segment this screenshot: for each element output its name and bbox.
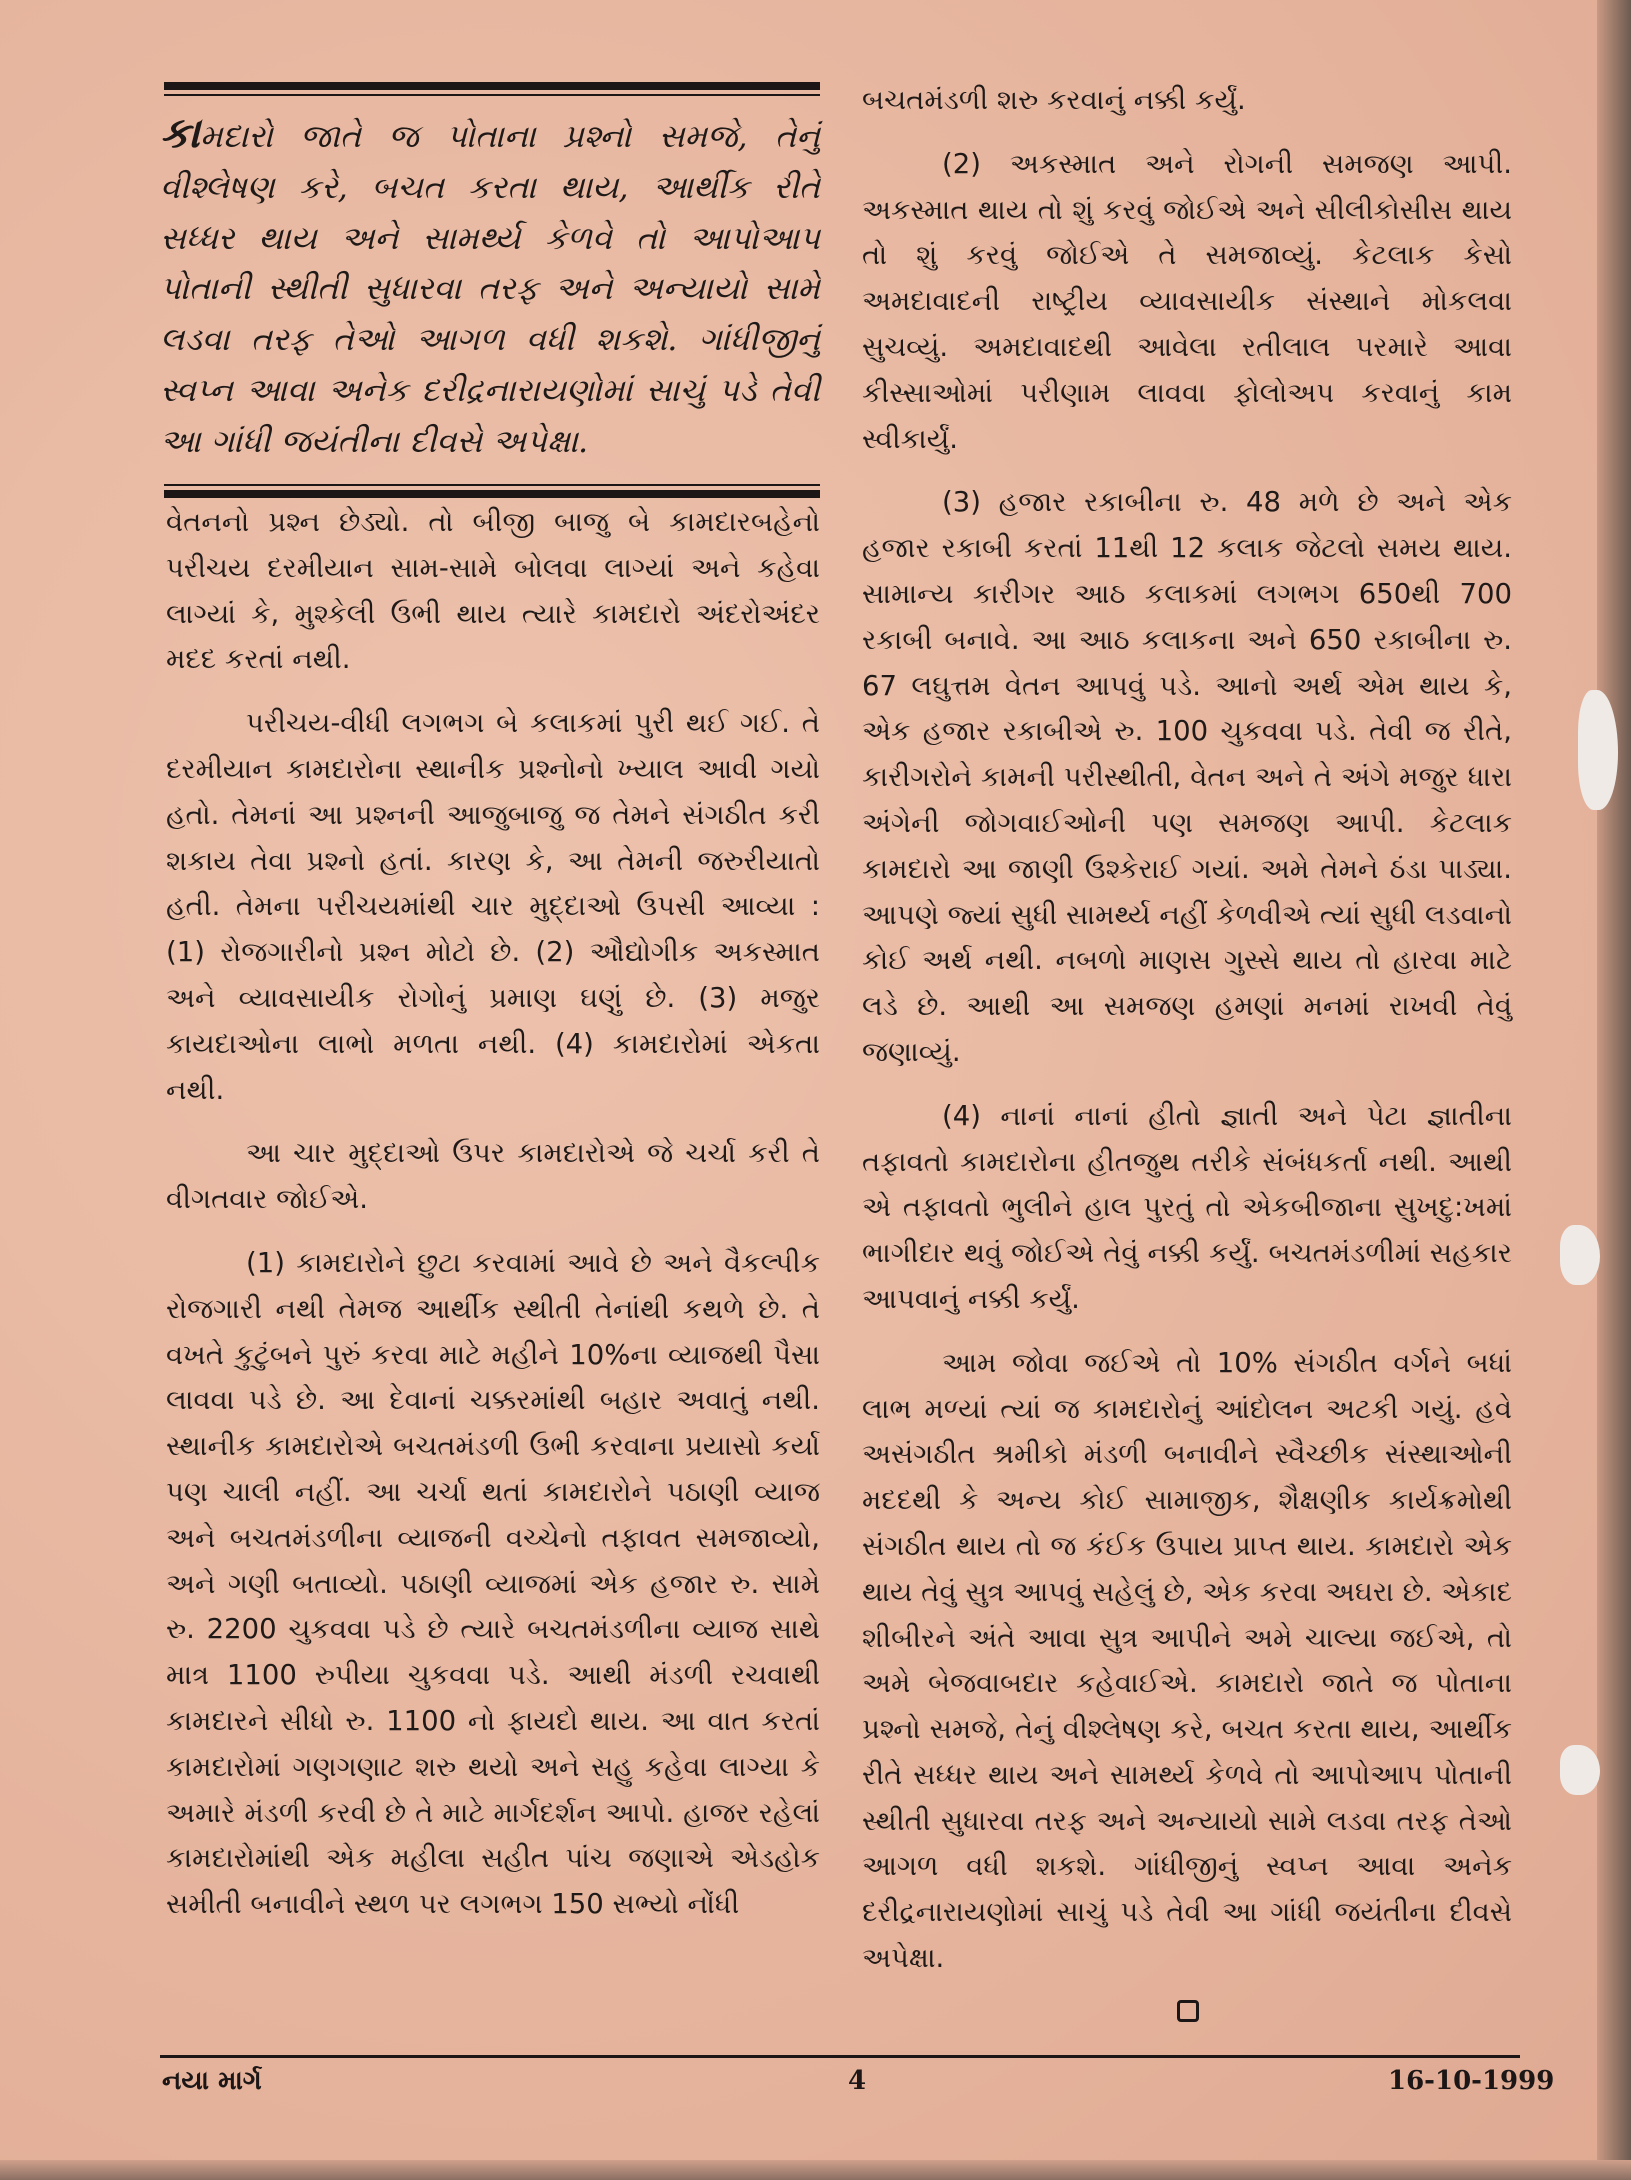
pull-quote: [160, 108, 820, 467]
page-number: 4: [848, 2066, 867, 2096]
right-paragraph-3: (3) હજાર રકાબીના રુ. 48 મળે છે અને એક હજાર રકાબી કરતાં 11થી 12 કલાક જેટલો સમય થાય. સામાન્ય કારીગર આઠ કલાકમાં લગભગ 650થી 700 રકાબી બનાવે. આ આઠ કલાકના અને 650 રકાબીના રુ. 67 લઘુત્તમ વેતન આપવું પડે. આનો અર્થ એમ થાય કે, એક હજાર રકાબીએ રુ. 100 ચુકવવા પડે. તેવી જ રીતે, કારીગરોને કામની પરીસ્થીતી, વેતન અને તે અંગે મજુર ધારા અંગેની જોગવાઈઓની પણ સમજણ આપી. કેટલાક કામદારો આ જાણી ઉશ્કેરાઈ ગયાં. અમે તેમને ઠંડા પાડ્યા. આપણે જ્યાં સુધી સામર્થ્ય નહીં કેળવીએ ત્યાં સુધી લડવાનો કોઈ અર્થ નથી. નબળો માણસ ગુસ્સે થાય તો હારવા માટે લડે છે. આથી આ સમજણ હમણાં મનમાં રાખવી તેવું જણાવ્યું.: [862, 486, 1512, 1068]
publication-name: નયા માર્ગ: [162, 2066, 262, 2096]
right-paragraph-2: (2) અકસ્માત અને રોગની સમજણ આપી. અકસ્માત થાય તો શું કરવું જોઈએ અને સીલીકોસીસ થાય તો શું કરવું જોઈએ તે સમજાવ્યું. કેટલાક કેસો અમદાવાદની રાષ્ટ્રીય વ્યાવસાયીક સંસ્થાને મોકલવા સુચવ્યું. અમદાવાદથી આવેલા રતીલાલ પરમારે આવા કીસ્સાઓમાં પરીણામ લાવવા ફોલોઅપ કરવાનું કામ સ્વીકાર્યું.: [862, 147, 1512, 455]
scan-bottom-shadow: [0, 2160, 1631, 2180]
callout-bottom-rule: [164, 490, 820, 498]
paper-tear: [1560, 1225, 1600, 1285]
pull-quote-text: મદારો જાતે જ પોતાના પ્રશ્નો સમજે, તેનું વીશ્લેષણ કરે, બચત કરતા થાય, આર્થીક રીતે સધ્ધર થાય અને સામર્થ્ય કેળવે તો આપોઆપ પોતાની સ્થીતી સુધારવા તરફ અને અન્યાયો સામે લડવા તરફ તેઓ આગળ વધી શકશે. ગાંધીજીનું સ્વપ્ન આવા અનેક દરીદ્રનારાયણોમાં સાચું પડે તેવી આ ગાંધી જયંતીના દીવસે અપેક્ષા.: [160, 117, 820, 460]
left-paragraph-3: આ ચાર મુદ્દાઓ ઉપર કામદારોએ જે ચર્ચા કરી તે વીગતવાર જોઈએ.: [166, 1137, 820, 1216]
left-paragraph-4: (1) કામદારોને છુટા કરવામાં આવે છે અને વૈકલ્પીક રોજગારી નથી તેમજ આર્થીક સ્થીતી તેનાંથી કથળે છે. તે વખતે કુટુંબને પુરું કરવા માટે મહીને 10%ના વ્યાજથી પૈસા લાવવા પડે છે. આ દેવાનાં ચક્કરમાંથી બહાર અવાતું નથી. સ્થાનીક કામદારોએ બચતમંડળી ઉભી કરવાના પ્રયાસો કર્યા પણ ચાલી નહીં. આ ચર્ચા થતાં કામદારોને પઠાણી વ્યાજ અને બચતમંડળીના વ્યાજની વચ્ચેનો તફાવત સમજાવ્યો, અને ગણી બતાવ્યો. પઠાણી વ્યાજમાં એક હજાર રુ. સામે રુ. 2200 ચુકવવા પડે છે ત્યારે બચતમંડળીના વ્યાજ સાથે માત્ર 1100 રુપીયા ચુકવવા પડે. આથી મંડળી રચવાથી કામદારને સીધો રુ. 1100 નો ફાયદો થાય. આ વાત કરતાં કામદારોમાં ગણગણાટ શરુ થયો અને સહુ કહેવા લાગ્યા કે અમારે મંડળી કરવી છે તે માટે માર્ગદર્શન આપો. હાજર રહેલાં કામદારોમાંથી એક મહીલા સહીત પાંચ જણાએ એડહોક સમીતી બનાવીને સ્થળ પર લગભગ 150 સભ્યો નોંધી: [166, 1246, 820, 1921]
end-of-article-icon: [1177, 2000, 1199, 2022]
paper-tear: [1560, 1745, 1600, 1795]
pull-quote-dropcap: કા: [160, 108, 200, 157]
right-paragraph-4: (4) નાનાં નાનાં હીતો જ્ઞાતી અને પેટા જ્ઞાતીના તફાવતો કામદારોના હીતજુથ તરીકે સંબંધકર્તા નથી. આથી એ તફાવતો ભુલીને હાલ પુરતું તો એકબીજાના સુખદુ:ખમાં ભાગીદાર થવું જોઈએ તેવું નક્કી કર્યું. બચતમંડળીમાં સહકાર આપવાનું નક્કી કર્યું.: [862, 1099, 1512, 1315]
right-paragraph-1: બચતમંડળી શરુ કરવાનું નક્કી કર્યું.: [862, 84, 1246, 116]
scan-edge-shadow: [1597, 0, 1631, 2180]
right-paragraph-5: આમ જોવા જઈએ તો 10% સંગઠીત વર્ગને બધાં લાભ મળ્યાં ત્યાં જ કામદારોનું આંદોલન અટકી ગયું. હવે અસંગઠીત શ્રમીકો મંડળી બનાવીને સ્વૈચ્છીક સંસ્થાઓની મદદથી કે અન્ય કોઈ સામાજીક, શૈક્ષણીક કાર્યક્રમોથી સંગઠીત થાય તો જ કંઈક ઉપાય પ્રાપ્ત થાય. કામદારો એક થાય તેવું સુત્ર આપવું સહેલું છે, એક કરવા અઘરા છે. એકાદ શીબીરને અંતે આવા સુત્ર આપીને અમે ચાલ્યા જઈએ, તો અમે બેજવાબદાર કહેવાઈએ. કામદારો જાતે જ પોતાના પ્રશ્નો સમજે, તેનું વીશ્લેષણ કરે, બચત કરતા થાય, આર્થીક રીતે સધ્ધર થાય અને સામર્થ્ય કેળવે તો આપોઆપ પોતાની સ્થીતી સુધારવા તરફ અને અન્યાયો સામે લડવા તરફ તેઓ આગળ વધી શકશે. ગાંધીજીનું સ્વપ્ન આવા અનેક દરીદ્રનારાયણોમાં સાચું પડે તેવી આ ગાંધી જયંતીના દીવસે અપેક્ષા.: [862, 1346, 1512, 1975]
left-column: [166, 500, 820, 1928]
left-paragraph-1: વેતનનો પ્રશ્ન છેડ્યો. તો બીજી બાજુ બે કામદારબહેનો પરીચય દરમીયાન સામ-સામે બોલવા લાગ્યાં અને કહેવા લાગ્યાં કે, મુશ્કેલી ઉભી થાય ત્યારે કામદારો અંદરોઅંદર મદદ કરતાં નથી.: [166, 506, 820, 676]
paper-tear: [1578, 690, 1618, 810]
callout-top-rule: [164, 82, 820, 90]
callout-top-rule-thin: [164, 94, 820, 96]
footer-rule: [160, 2055, 1520, 2058]
left-paragraph-2: પરીચય-વીધી લગભગ બે કલાકમાં પુરી થઈ ગઈ. તે દરમીયાન કામદારોના સ્થાનીક પ્રશ્નોનો ખ્યાલ આવી ગયો હતો. તેમનાં આ પ્રશ્નની આજુબાજુ જ તેમને સંગઠીત કરી શકાય તેવા પ્રશ્નો હતાં. કારણ કે, આ તેમની જરુરીયાતો હતી. તેમના પરીચયમાંથી ચાર મુદ્દાઓ ઉપસી આવ્યા : (1) રોજગારીનો પ્રશ્ન મોટો છે. (2) ઔદ્યોગીક અકસ્માત અને વ્યાવસાયીક રોગોનું પ્રમાણ ઘણું છે. (3) મજુર કાયદાઓના લાભો મળતા નથી. (4) કામદારોમાં એકતા નથી.: [166, 707, 820, 1106]
right-column: [862, 78, 1512, 1982]
issue-date: 16-10-1999: [1388, 2066, 1555, 2096]
callout-bottom-rule-thin: [164, 484, 820, 486]
